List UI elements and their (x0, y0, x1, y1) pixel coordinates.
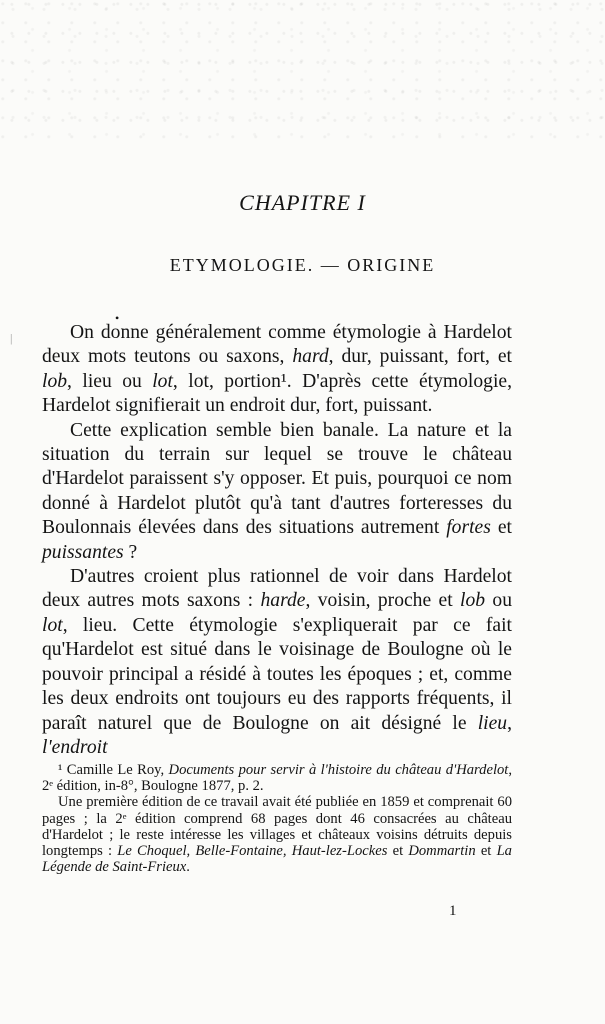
italic-run: Dommartin (408, 843, 476, 860)
text-run: ? (123, 541, 138, 563)
paragraph (42, 419, 512, 565)
text-run: , dur, puissant, fort, et (328, 346, 512, 368)
italic-run: puissantes (42, 541, 124, 563)
body-text (42, 321, 512, 760)
text-run: et (490, 517, 512, 539)
text-run: et (387, 843, 409, 860)
italic-run: l'endroit (42, 736, 108, 758)
italic-run: harde (260, 590, 306, 612)
italic-run: Documents pour servir à l'histoire du château d'Hardelot (168, 762, 509, 778)
chapter-title: CHAPITRE I (239, 190, 366, 215)
text-run: , (507, 712, 512, 734)
italic-run: lob (460, 590, 486, 612)
italic-run: fortes (446, 517, 491, 539)
text-run: Une première édition de ce travail avait été publiée en 1859 et comprenait 60 pages ; la 2ᵉ édition comprend 68 pages dont 46 consacrées au château d'Hardelot ; le reste intéresse les villages et châteaux voisins détruits depuis longtemps : (42, 794, 512, 860)
footnote (42, 762, 512, 794)
text-run: D'autres croient plus rationnel de voir dans Hardelot deux autres mots saxons : (42, 566, 512, 612)
page-number: 1 (449, 903, 457, 919)
text-run: , voisin, proche et (305, 590, 461, 612)
italic-run: lieu (477, 712, 508, 734)
footnotes (42, 762, 512, 875)
text-run: . (186, 859, 190, 876)
text-run: On donne généralement comme étymologie à Hardelot deux mots teutons ou saxons, (42, 322, 512, 368)
paragraph (42, 565, 512, 760)
text-run: ou (485, 590, 512, 612)
scan-noise (0, 0, 605, 140)
text-run: , 2ᵉ édition, in-8°, Boulogne 1877, p. 2. (42, 762, 513, 795)
text-run: , lot, portion¹. D'après cette étymologie, Hardelot signifierait un endroit dur, fort, puissant. (42, 370, 512, 417)
text-run: , lieu. Cette étymologie s'expliquerait par ce fait qu'Hardelot est situé dans le voisinage de Boulogne où le pouvoir principal a résidé à toutes les époques ; et, comme les deux endroits ont toujours eu des rapports fréquents, il paraît naturel que de Boulogne on ait désigné le (42, 614, 512, 734)
italic-run: lob (42, 370, 68, 392)
italic-run: La Légende de Saint-Frieux (42, 843, 512, 876)
italic-run: lot (152, 370, 173, 392)
italic-run: hard (292, 346, 329, 368)
text-run: ¹ Camille Le Roy, (58, 762, 169, 778)
text-run: , lieu ou (67, 370, 153, 392)
footnote (42, 794, 512, 875)
paragraph (42, 321, 512, 419)
section-title: ETYMOLOGIE. — ORIGINE (169, 255, 436, 275)
italic-run: Le Choquel, Belle-Fontaine, Haut-lez-Lockes (117, 843, 388, 860)
italic-run: lot (42, 614, 63, 636)
text-run: et (475, 843, 497, 860)
margin-dot: • (115, 311, 120, 325)
text-run: Cette explication semble bien banale. La nature et la situation du terrain sur lequel se trouve le château d'Hardelot paraissent s'y opposer. Et puis, pourquoi ce nom donné à Hardelot plutôt qu'à tant d'autres forteresses du Boulonnais élevées dans des situations autrement (42, 419, 512, 539)
margin-bar: | (10, 331, 13, 345)
